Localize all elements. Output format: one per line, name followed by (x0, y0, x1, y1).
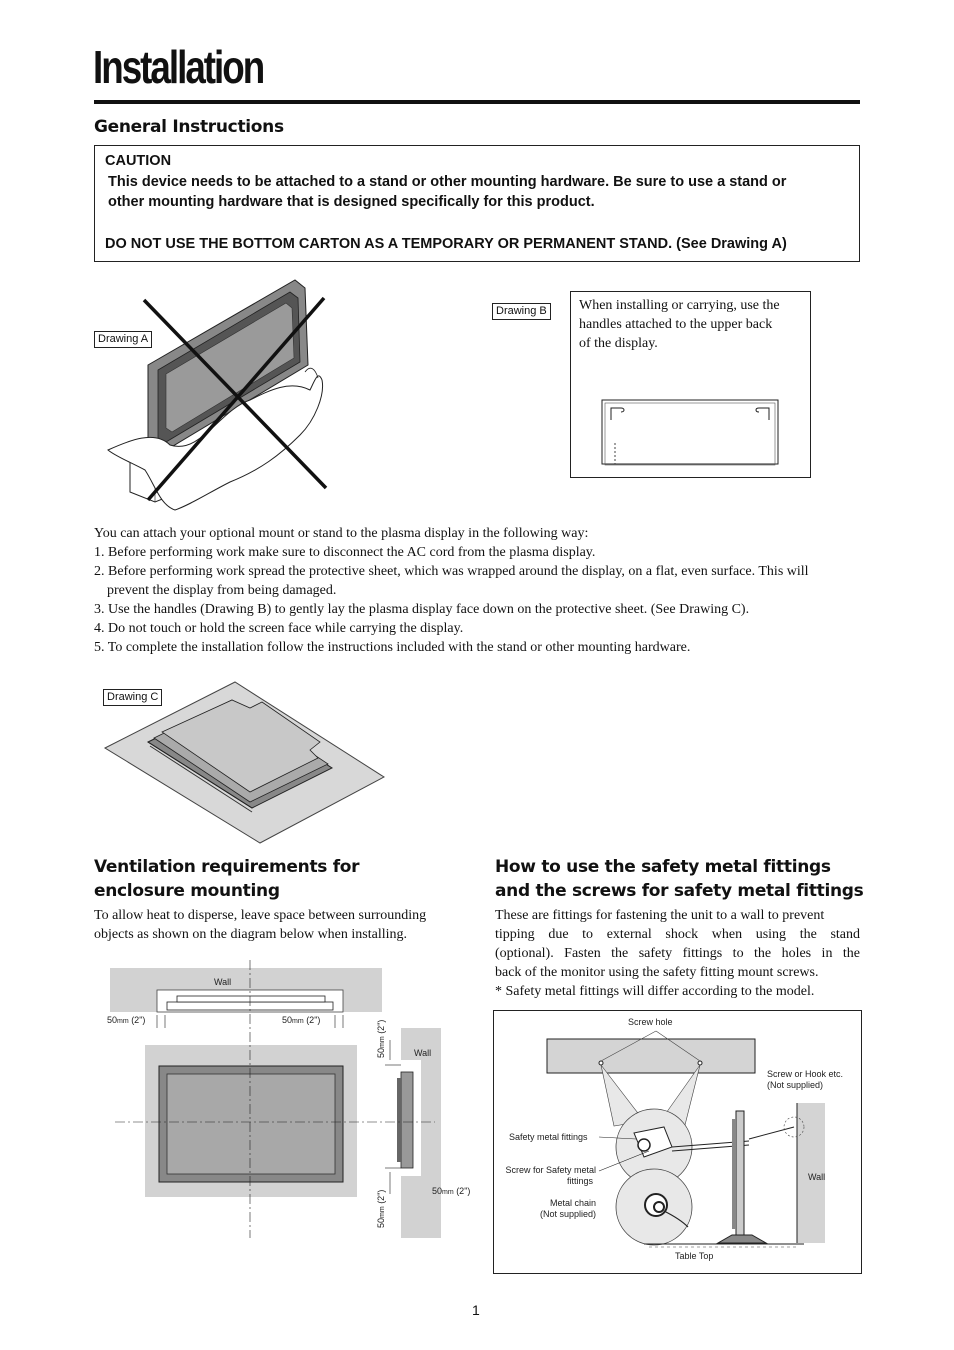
caution-line-1: This device needs to be attached to a stand or other mounting hardware. Be sure to use a stand or (108, 174, 787, 190)
table-top-label: Table Top (675, 1251, 714, 1261)
drawing-a-label: Drawing A (94, 331, 152, 348)
clearance-top-vertical-label: 50mm (2") (376, 1019, 386, 1058)
safety-text-line-2: tipping due to external shock when using the stand (495, 927, 860, 942)
instruction-step-3: 3. Use the handles (Drawing B) to gently lay the plasma display face down on the protective sheet. (See Drawing C). (94, 602, 750, 617)
safety-diagram (494, 1011, 862, 1273)
safety-text-line-4: back of the monitor using the safety fitting mount screws. (495, 965, 819, 980)
drawing-b-box (570, 291, 811, 478)
page-number: 1 (472, 1302, 480, 1318)
clearance-right-label: 50mm (2") (282, 1015, 321, 1025)
caution-box (94, 145, 860, 262)
clearance-bottom-vertical-label: 50mm (2") (376, 1189, 386, 1228)
drawing-c-label: Drawing C (103, 689, 162, 706)
drawing-b-handles-illustration (601, 398, 781, 466)
clearance-left-label: 50mm (2") (107, 1015, 146, 1025)
safety-heading-line-2: and the screws for safety metal fittings (495, 881, 864, 901)
instruction-step-2: 2. Before performing work spread the protective sheet, which was wrapped around the display, on a flat, even surface. This will (94, 564, 809, 579)
screw-hook-label-line-1: Screw or Hook etc. (767, 1069, 844, 1079)
clearance-bottom-side-label: 50mm (2") (432, 1186, 471, 1196)
safety-note: * Safety metal fittings will differ according to the model. (495, 984, 815, 999)
ventilation-diagram (105, 960, 485, 1240)
safety-fittings-label: Safety metal fittings (509, 1132, 588, 1142)
ventilation-text-line-1: To allow heat to disperse, leave space between surrounding (94, 908, 427, 923)
safety-diagram-box (493, 1010, 862, 1274)
screw-for-fittings-label-line-1: Screw for Safety metal (505, 1165, 596, 1175)
ventilation-heading-line-1: Ventilation requirements for (94, 857, 360, 877)
drawing-b-note-line-1: When installing or carrying, use the (579, 298, 780, 313)
instruction-step-4: 4. Do not touch or hold the screen face while carrying the display. (94, 621, 464, 636)
ventilation-text-line-2: objects as shown on the diagram below when installing. (94, 927, 407, 942)
safety-text-line-3: (optional). Fasten the safety fittings to the holes in the (495, 946, 860, 961)
safety-wall-label: Wall (808, 1172, 826, 1182)
metal-chain-label-line-2: (Not supplied) (539, 1209, 596, 1219)
metal-chain-label-line-1: Metal chain (549, 1198, 596, 1208)
screw-hole-label: Screw hole (628, 1017, 673, 1027)
drawing-b-label: Drawing B (492, 303, 551, 320)
screw-for-fittings-label-line-2: fittings (566, 1176, 593, 1186)
caution-line-2: other mounting hardware that is designed specifically for this product. (108, 194, 595, 210)
screw-hook-label-line-2: (Not supplied) (767, 1080, 824, 1090)
ventilation-heading-line-2: enclosure mounting (94, 881, 280, 901)
safety-heading-line-1: How to use the safety metal fittings (495, 857, 831, 877)
drawing-a-illustration (100, 270, 340, 520)
drawing-b-note-line-3: of the display. (579, 336, 658, 351)
drawing-b-note-line-2: handles attached to the upper back (579, 317, 773, 332)
ventilation-wall-side-label: Wall (414, 1048, 432, 1058)
instruction-step-1: 1. Before performing work make sure to disconnect the AC cord from the plasma display. (94, 545, 596, 560)
caution-label: CAUTION (105, 153, 172, 169)
caution-line-3: DO NOT USE THE BOTTOM CARTON AS A TEMPORARY OR PERMANENT STAND. (See Drawing A) (105, 236, 787, 252)
safety-text-line-1: These are fittings for fastening the unit to a wall to prevent (495, 908, 825, 923)
instruction-step-5: 5. To complete the installation follow the instructions included with the stand or other mounting hardware. (94, 640, 691, 655)
title-rule (94, 100, 860, 104)
ventilation-wall-top-label: Wall (214, 977, 232, 987)
page-title: Installation (93, 41, 264, 93)
general-instructions-heading: General Instructions (94, 117, 284, 137)
instructions-intro: You can attach your optional mount or stand to the plasma display in the following way: (94, 526, 589, 541)
instruction-step-2-cont: prevent the display from being damaged. (107, 583, 337, 598)
